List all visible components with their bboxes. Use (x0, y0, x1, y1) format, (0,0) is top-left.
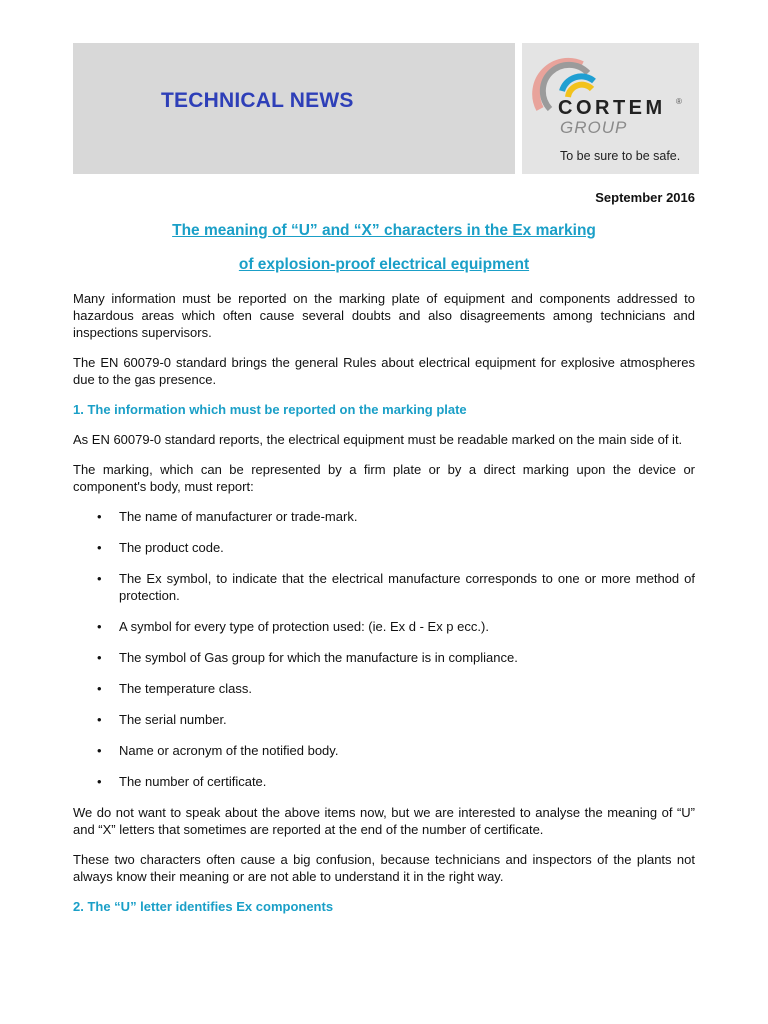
paragraph-intro: Many information must be reported on the marking plate of equipment and components addressed to hazardous areas which often cause several doubts and also disagreements among technicians and inspections supervisors. (73, 291, 695, 340)
header-title: TECHNICAL NEWS (161, 89, 354, 112)
logo-wordmark: CORTEM (558, 97, 666, 119)
paragraph-marking: The marking, which can be represented by a firm plate or by a direct marking upon the device or component's body, must report: (73, 462, 695, 494)
document-date: September 2016 (595, 190, 695, 205)
logo-group-text: GROUP (560, 118, 628, 137)
logo-arc-yellow (568, 85, 592, 97)
cortem-logo (522, 43, 699, 174)
logo-tagline: To be sure to be safe. (560, 149, 681, 163)
document-title-line-2: of explosion-proof electrical equipment (238, 256, 530, 273)
marking-requirements-list (73, 508, 695, 790)
list-item: • Name or acronym of the notified body. (73, 742, 695, 759)
list-item: • The serial number. (73, 711, 695, 728)
list-item: • The Ex symbol, to indicate that the electrical manufacture corresponds to one or more method of protection. (73, 570, 695, 604)
header-band (73, 43, 515, 174)
list-item: • The temperature class. (73, 680, 695, 697)
section-heading-1: 1. The information which must be reported on the marking plate (73, 402, 467, 417)
list-item: • The product code. (73, 539, 695, 556)
list-item: • The name of manufacturer or trade-mark. (73, 508, 695, 525)
paragraph-interest: We do not want to speak about the above items now, but we are interested to analyse the meaning of “U” and “X” letters that sometimes are reported at the end of the number of certificate. (73, 805, 695, 837)
logo-registered-mark: ® (676, 97, 682, 106)
list-item: • The symbol of Gas group for which the manufacture is in compliance. (73, 649, 695, 666)
paragraph-confusion: These two characters often cause a big confusion, because technicians and inspectors of the plants not always know their meaning or are not able to understand it in the right way. (73, 852, 695, 884)
paragraph-readable: As EN 60079-0 standard reports, the electrical equipment must be readable marked on the main side of it. (73, 432, 683, 447)
list-item: • A symbol for every type of protection used: (ie. Ex d - Ex p ecc.). (73, 618, 695, 635)
document-body (73, 290, 695, 928)
document-title-line-1: The meaning of “U” and “X” characters in the Ex marking (172, 222, 596, 239)
paragraph-standard: The EN 60079-0 standard brings the general Rules about electrical equipment for explosive atmospheres due to the gas presence. (73, 355, 695, 387)
section-heading-2: 2. The “U” letter identifies Ex components (73, 899, 334, 914)
list-item: • The number of certificate. (73, 773, 695, 790)
